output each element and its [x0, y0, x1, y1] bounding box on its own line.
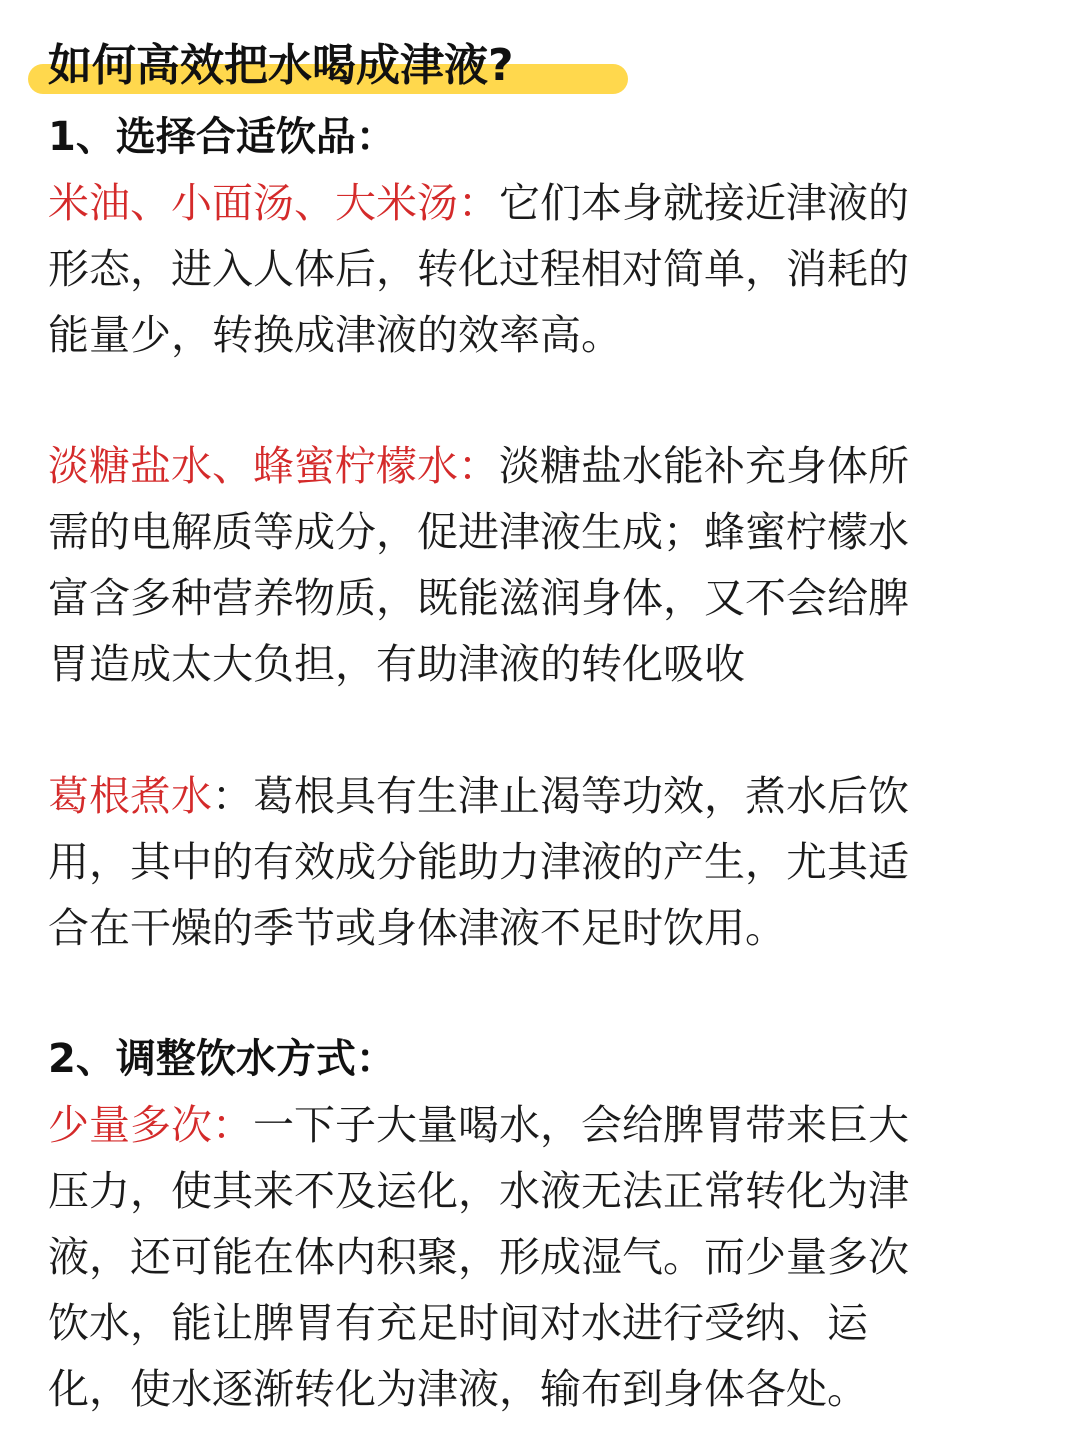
section-2-heading: 2、调整饮水方式：: [48, 1036, 396, 1082]
paragraph-line: 饮水，能让脾胃有充足时间对水进行受纳、运: [48, 1299, 868, 1347]
paragraph-line: 液，还可能在体内积聚，形成湿气。而少量多次: [48, 1233, 909, 1281]
paragraph-small-frequent-sips: [48, 1092, 1040, 1422]
keyword-highlight: 米油、小面汤、大米汤：: [48, 179, 499, 227]
paragraph-rice-drinks: [48, 170, 1040, 368]
paragraph-line: 压力，使其来不及运化，水液无法正常转化为津: [48, 1167, 909, 1215]
paragraph-line: [48, 433, 1040, 499]
paragraph-line: 胃造成太大负担，有助津液的转化吸收: [48, 640, 745, 688]
keyword-highlight: 淡糖盐水、蜂蜜柠檬水：: [48, 442, 499, 490]
paragraph-kudzu-water: [48, 763, 1040, 961]
paragraph-line: 能量少，转换成津液的效率高。: [48, 311, 622, 359]
paragraph-text: 它们本身就接近津液的: [499, 179, 909, 227]
paragraph-line: 富含多种营养物质，既能滋润身体，又不会给脾: [48, 574, 909, 622]
paragraph-text: 一下子大量喝水，会给脾胃带来巨大: [253, 1101, 909, 1149]
section-1-heading: 1、选择合适饮品：: [48, 114, 396, 160]
paragraph-line: 合在干燥的季节或身体津液不足时饮用。: [48, 904, 786, 952]
paragraph-salt-honey-water: [48, 433, 1040, 697]
paragraph-line: [48, 1092, 1040, 1158]
title-block: [48, 30, 514, 102]
paragraph-line: 需的电解质等成分，促进津液生成；蜂蜜柠檬水: [48, 508, 909, 556]
paragraph-line: [48, 763, 1040, 829]
page-title: 如何高效把水喝成津液?: [48, 40, 514, 91]
paragraph-line: 化，使水逐渐转化为津液，输布到身体各处。: [48, 1365, 868, 1413]
keyword-highlight: 葛根煮水: [48, 772, 212, 820]
paragraph-line: 形态，进入人体后，转化过程相对简单，消耗的: [48, 245, 909, 293]
paragraph-text: ：葛根具有生津止渴等功效，煮水后饮: [212, 772, 909, 820]
paragraph-line: 用，其中的有效成分能助力津液的产生，尤其适: [48, 838, 909, 886]
paragraph-text: 淡糖盐水能补充身体所: [499, 442, 909, 490]
paragraph-line: [48, 170, 1040, 236]
keyword-highlight: 少量多次：: [48, 1101, 253, 1149]
